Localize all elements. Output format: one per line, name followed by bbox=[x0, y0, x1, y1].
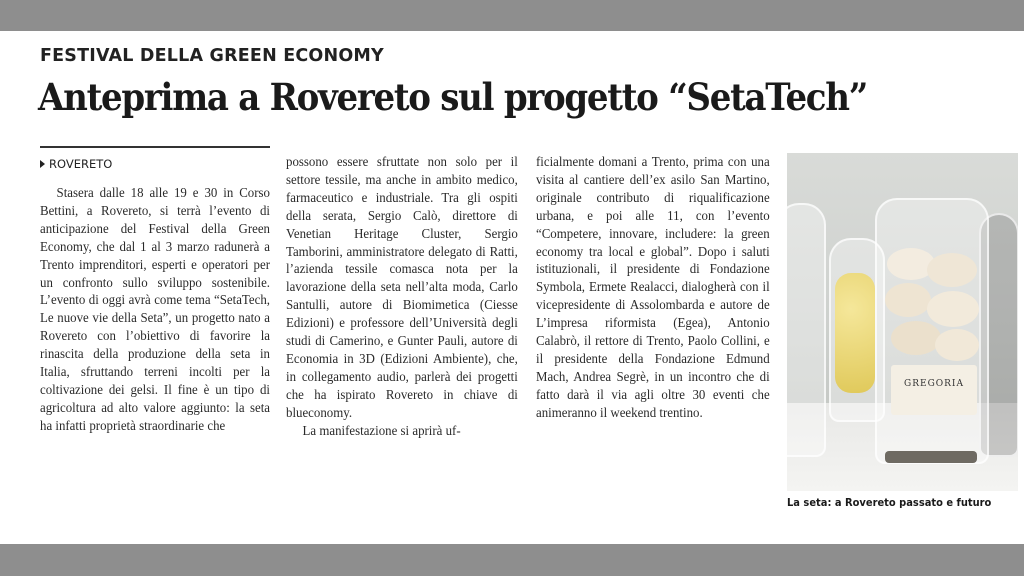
paragraph: La manifestazione si aprirà uf- bbox=[302, 423, 461, 439]
article-column-3 bbox=[536, 154, 770, 423]
section-kicker: FESTIVAL DELLA GREEN ECONOMY bbox=[40, 46, 384, 66]
newspaper-clipping bbox=[0, 31, 1024, 544]
bottom-frame-band bbox=[0, 544, 1024, 576]
dateline bbox=[40, 157, 112, 171]
white-cocoon bbox=[885, 283, 931, 317]
white-cocoon bbox=[927, 253, 977, 287]
headline: Anteprima a Rovereto sul progetto “SetaTech” bbox=[38, 75, 868, 119]
column-rule bbox=[40, 146, 270, 148]
white-cocoon bbox=[891, 321, 941, 355]
glass-jar bbox=[787, 203, 826, 457]
jar-label: GREGORIA bbox=[891, 365, 977, 415]
photo-caption: La seta: a Rovereto passato e futuro bbox=[787, 496, 992, 509]
paragraph: Stasera dalle 18 alle 19 e 30 in Corso Bettini, a Rovereto, si terrà l’evento di anticipazione del Festival della Green Economy, che dal 1 al 3 marzo radunerà a Trento imprenditori, esperti e operatori per un confronto sullo sviluppo sostenibile. L’evento di oggi avrà come tema “SetaTech, Le nuove vie della Seta”, un progetto nato a Rovereto con l’obiettivo di favorire la rinascita della produzione della seta in Italia, sfruttando terreni incolti per la coltivazione dei gelsi. Il fine è un tipo di agricoltura ad alto valore aggiunto: la seta ha infatti proprietà straordinarie che bbox=[40, 186, 270, 434]
dateline-location: ROVERETO bbox=[49, 157, 113, 171]
paragraph: ficialmente domani a Trento, prima con una visita al cantiere dell’ex asilo San Martino, originale contributo di riqualificazione urbana, e poi alle 11, con l’evento “Competere, innovare, includere: la green economy tra local e global”. Dopo i saluti istituzionali, il presidente di Fondazione Symbola, Ermete Realacci, dialogherà con il vicepresidente di Assolombarda e autore de L’impresa riformista (Egea), Antonio Calabrò, il rettore di Trento, Paolo Collini, e il presidente della Fondazione Edmund Mach, Andrea Segrè, in un incontro che di fatto darà il via agli oltre 30 eventi che animeranno il weekend trentino. bbox=[536, 155, 770, 421]
top-frame-band bbox=[0, 0, 1024, 31]
yellow-cocoons bbox=[835, 273, 875, 393]
white-cocoon bbox=[935, 329, 979, 361]
article-column-1 bbox=[40, 185, 270, 436]
white-cocoon bbox=[927, 291, 979, 327]
jar-base bbox=[885, 451, 977, 463]
silk-cocoon-jars-photo bbox=[787, 153, 1018, 491]
triangle-bullet-icon bbox=[40, 160, 45, 168]
article-column-2 bbox=[286, 154, 518, 441]
paragraph: possono essere sfruttate non solo per il settore tessile, ma anche in ambito medico, farmaceutico e industriale. Tra gli ospiti della serata, Sergio Calò, direttore di Venetian Heritage Cluster, Sergio Tamborini, amministratore delegato di Ratti, l’azienda tessile comasca nota per la lavorazione della seta nell’alta moda, Carlo Santulli, autore di Biomimetica (Ciesse Edizioni) e professore dell’Università degli studi di Camerino, e Gunter Pauli, autore di Economia in 3D (Edizioni Ambiente), che, in collegamento audio, parlerà dei progetti che ha ispirato Rovereto in chiave di blueconomy. bbox=[286, 155, 518, 421]
